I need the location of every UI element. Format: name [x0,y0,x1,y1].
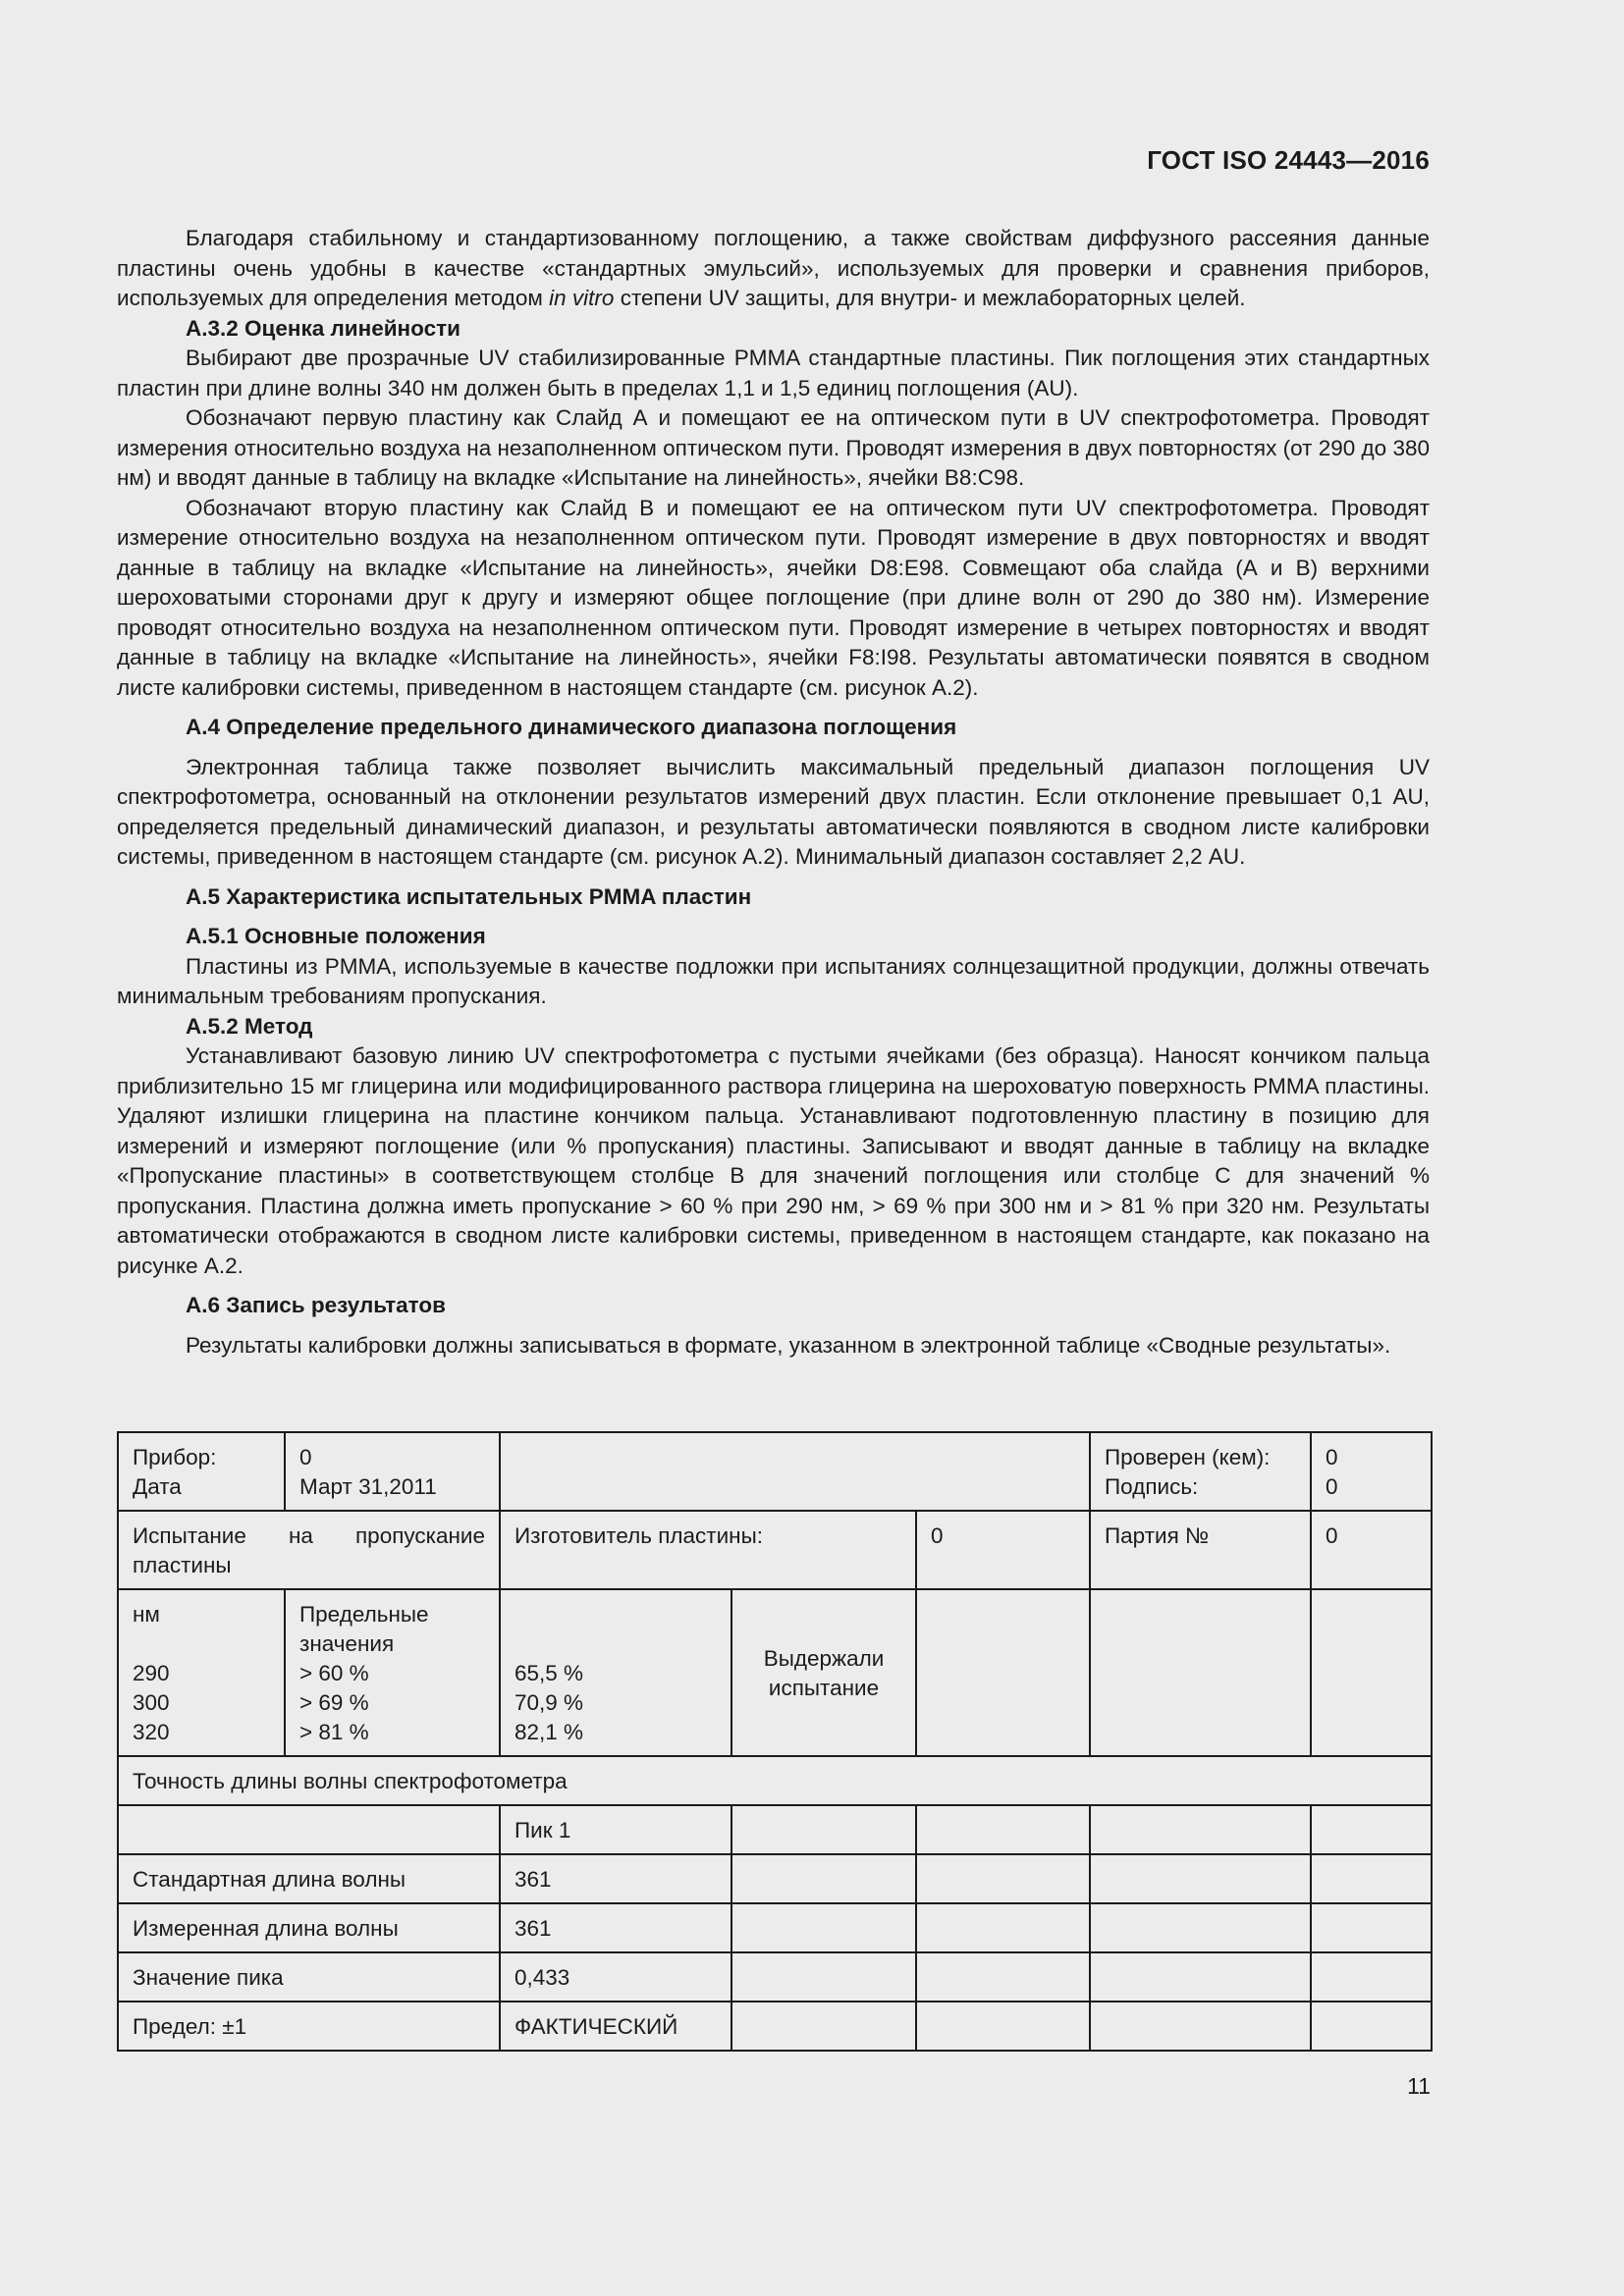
document-header: ГОСТ ISO 24443—2016 [1147,145,1430,175]
row-value: 0,433 [500,1952,731,2002]
empty-cell [1311,1952,1432,2002]
empty-cell [731,1854,916,1903]
body-paragraph [117,753,1430,873]
nm-column: нм 290 300 320 [118,1589,285,1756]
row-value: 361 [500,1854,731,1903]
calibration-summary-table [117,1431,1433,2052]
empty-cell [916,1589,1090,1756]
section-heading [117,882,1430,913]
batch-label: Партия № [1090,1511,1311,1589]
table-row [118,1952,1432,2002]
row-label: Стандартная длина волны [118,1854,500,1903]
table-row [118,1589,1432,1756]
empty-cell [1311,2002,1432,2051]
text-run: Благодаря стабильному и стандартизованному поглощению, а также свойствам диффузного рассеяния данные пластины очень удобны в качестве «стандартных эмульсий», используемых для проверки и сравнения приборов, используемых для определения методом [117,226,1430,310]
plate-maker-value: 0 [916,1511,1090,1589]
empty-cell [916,1854,1090,1903]
instrument-value: 0 Март 31,2011 [285,1432,500,1511]
empty-cell [118,1805,500,1854]
empty-cell [1311,1589,1432,1756]
empty-cell [1090,1903,1311,1952]
text-run: А.5.2 Метод [186,1013,313,1039]
empty-cell [916,2002,1090,2051]
text-run: Выбирают две прозрачные UV стабилизированные PMMA стандартные пластины. Пик поглощения этих стандартных пластин при длине волны 340 нм должен быть в пределах 1,1 и 1,5 единиц поглощения (AU). [117,346,1430,400]
instrument-label: Прибор: Дата [118,1432,285,1511]
text-run: Обозначают первую пластину как Слайд А и помещают ее на оптическом пути в UV спектрофотометра. Проводят измерения относительно воздуха на незаполненном оптическом пути. Проводят измерения в двух повторностях (от 290 до 380 нм) и вводят данные в таблицу на вкладке «Испытание на линейность», ячейки B8:C98. [117,405,1430,490]
measured-column: 65,5 % 70,9 % 82,1 % [500,1589,731,1756]
transmission-test-text: Испытание на пропускание пластины [133,1523,485,1577]
empty-cell [1090,1854,1311,1903]
plate-maker-label: Изготовитель пластины: [500,1511,916,1589]
checked-by-label: Проверен (кем): Подпись: [1090,1432,1311,1511]
row-label: Измеренная длина волны [118,1903,500,1952]
empty-cell [916,1952,1090,2002]
empty-cell [1090,2002,1311,2051]
row-label: Предел: ±1 [118,2002,500,2051]
row-label: Значение пика [118,1952,500,2002]
section-heading [117,922,1430,952]
empty-cell [731,1903,916,1952]
table-row [118,1903,1432,1952]
page-number: 11 [1407,2073,1431,2099]
body-paragraph [117,224,1430,314]
text-run: А.3.2 Оценка линейности [186,315,460,341]
section-heading [117,1291,1430,1321]
italic-run: in vitro [549,286,615,310]
text-run: А.4 Определение предельного динамического диапазона поглощения [186,715,957,739]
table-row [118,1511,1432,1589]
empty-cell [731,1952,916,2002]
text-run: Пластины из PMMA, используемые в качестве подложки при испытаниях солнцезащитной продукции, должны отвечать минимальным требованиям пропускания. [117,953,1430,1008]
checked-by-value: 0 0 [1311,1432,1432,1511]
empty-cell [500,1432,1090,1511]
empty-cell [1311,1854,1432,1903]
limits-column: Предельные значения > 60 % > 69 % > 81 % [285,1589,500,1756]
empty-cell [1311,1903,1432,1952]
table-row [118,1756,1432,1805]
passed-cell: Выдержали испытание [731,1589,916,1756]
table-row [118,1432,1432,1511]
section-heading [117,1012,1430,1042]
document-body [117,224,1430,1361]
table-row [118,1854,1432,1903]
text-run: Обозначают вторую пластину как Слайд В и помещают ее на оптическом пути UV спектрофотометра. Проводят измерение относительно воздуха на незаполненном оптическом пути. Проводят измерение в двух повторностях и вводят данные в таблицу на вкладке «Испытание на линейность», ячейки D8:E98. Совмещают оба слайда (А и В) верхними шероховатыми сторонами друг к другу и измеряют общее поглощение (при длине волн от 290 до 380 нм). Измерение проводят относительно воздуха на незаполненном оптическом пути. Проводят измерение в четырех повторностях и вводят данные в таблицу на вкладке «Испытание на линейность», ячейки F8:I98. Результаты автоматически появятся в сводном листе калибровки системы, приведенном в настоящем стандарте (см. рисунок А.2). [117,495,1430,700]
row-value: ФАКТИЧЕСКИЙ [500,2002,731,2051]
table-row [118,1805,1432,1854]
text-run: степени UV защиты, для внутри- и межлабораторных целей. [614,286,1246,310]
row-value: 361 [500,1903,731,1952]
text-run: А.6 Запись результатов [186,1293,446,1317]
text-run: А.5.1 Основные положения [186,924,486,948]
transmission-test-label [118,1511,500,1589]
text-run: Электронная таблица также позволяет вычислить максимальный предельный диапазон поглощения UV спектрофотометра, основанный на отклонении результатов измерений двух пластин. Если отклонение превышает 0,1 AU, определяется предельный динамический диапазон, и результаты автоматически появляются в сводном листе калибровки системы, приведенном в настоящем стандарте (см. рисунок А.2). Минимальный диапазон составляет 2,2 AU. [117,754,1430,869]
peak-header: Пик 1 [500,1805,731,1854]
empty-cell [1090,1952,1311,2002]
text-run: Устанавливают базовую линию UV спектрофотометра с пустыми ячейками (без образца). Наносят кончиком пальца приблизительно 15 мг глицерина или модифицированного раствора глицерина на шероховатую поверхность PMMA пластины. Удаляют излишки глицерина на пластине кончиком пальца. Устанавливают подготовленную пластину в позицию для измерений и измеряют поглощение (или % пропускания) пластины. Записывают и вводят данные в таблицу на вкладке «Пропускание пластины» в соответствующем столбце В для значений поглощения или столбце С для значений % пропускания. Пластина должна иметь пропускание > 60 % при 290 нм, > 69 % при 300 нм и > 81 % при 320 нм. Результаты автоматически отображаются в сводном листе калибровки системы, приведенном в настоящем стандарте, как показано на рисунке А.2. [117,1043,1430,1278]
section-heading [117,314,1430,345]
text-run: Результаты калибровки должны записываться в формате, указанном в электронной таблице «Сводные результаты». [186,1332,1391,1358]
empty-cell [731,1805,916,1854]
section-heading [117,713,1430,743]
text-run: А.5 Характеристика испытательных PMMA пластин [186,883,752,909]
body-paragraph [117,344,1430,403]
body-paragraph [117,494,1430,704]
body-paragraph [117,952,1430,1012]
empty-cell [916,1903,1090,1952]
body-paragraph [117,1041,1430,1281]
empty-cell [1090,1805,1311,1854]
body-paragraph [117,1331,1430,1362]
table-row [118,2002,1432,2051]
batch-value: 0 [1311,1511,1432,1589]
empty-cell [731,2002,916,2051]
empty-cell [916,1805,1090,1854]
body-paragraph [117,403,1430,494]
wavelength-accuracy-heading: Точность длины волны спектрофотометра [118,1756,1432,1805]
empty-cell [1311,1805,1432,1854]
empty-cell [1090,1589,1311,1756]
